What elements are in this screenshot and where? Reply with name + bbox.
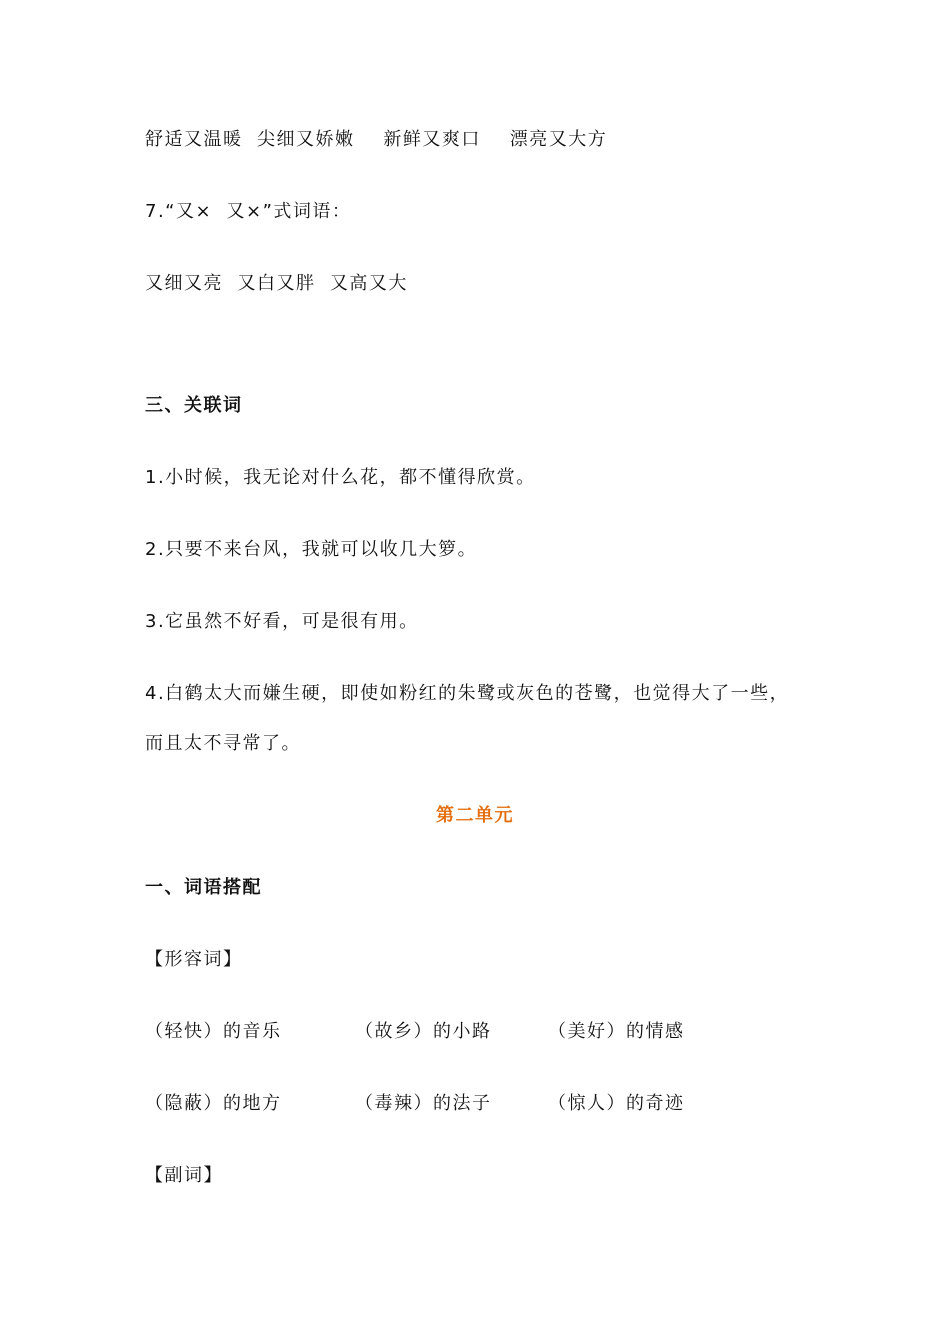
adjective-cell: （毒辣）的法子 bbox=[355, 1093, 492, 1114]
unit-title: 第二单元 bbox=[436, 805, 514, 826]
phrase-line-you-you: 又细又亮 又白又胖 又高又大 bbox=[145, 273, 408, 294]
adjective-cell: （隐蔽）的地方 bbox=[145, 1093, 282, 1114]
adjective-cell: （轻快）的音乐 bbox=[145, 1021, 282, 1042]
phrase-line-you-pairs: 舒适又温暖 尖细又娇嫩 新鲜又爽口 漂亮又大方 bbox=[145, 129, 608, 150]
sentence-3: 3.它虽然不好看，可是很有用。 bbox=[145, 611, 419, 632]
adjective-label: 【形容词】 bbox=[145, 949, 243, 970]
item-heading-you-you: 7.“又× 又×”式词语： bbox=[145, 201, 352, 222]
adjective-cell: （惊人）的奇迹 bbox=[548, 1093, 685, 1114]
sentence-4-part-1: 4.白鹤太大而嫌生硬，即使如粉红的朱鹭或灰色的苍鹭，也觉得大了一些， bbox=[145, 683, 790, 704]
sentence-2: 2.只要不来台风，我就可以收几大箩。 bbox=[145, 539, 478, 560]
section-heading-word-matching: 一、词语搭配 bbox=[145, 877, 262, 898]
section-heading-conjunctions: 三、关联词 bbox=[145, 395, 243, 416]
sentence-1: 1.小时候，我无论对什么花，都不懂得欣赏。 bbox=[145, 467, 536, 488]
adverb-label: 【副词】 bbox=[145, 1165, 223, 1186]
sentence-4-part-2: 而且太不寻常了。 bbox=[145, 733, 301, 754]
adjective-cell: （故乡）的小路 bbox=[355, 1021, 492, 1042]
adjective-cell: （美好）的情感 bbox=[548, 1021, 685, 1042]
